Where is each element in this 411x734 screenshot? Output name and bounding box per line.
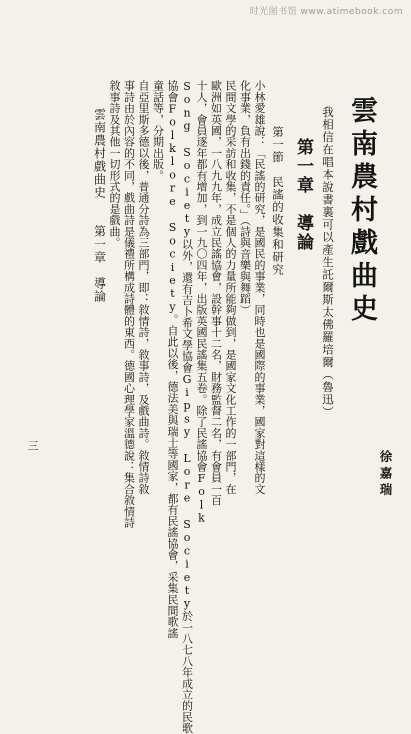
body-column: Song Society以外，還有吉卜希文學協會Gipsy Lore Society於一八七八年成立的民歌 (180, 80, 194, 734)
epigraph: 我相信在唱本說書裏可以產生託爾斯太佛羅培爾（魯迅） (321, 106, 335, 419)
watermark-text: 时光图书馆 www.atimebook.com (249, 7, 403, 17)
body-column: 小林愛雄說：「民謠的研究，是國民的事業，同時也是國際的事業，國家對這樣的文 (253, 80, 266, 495)
body-column: 自亞里斯多德以後，普通分詩為三部門，即：敘情詩，敘事詩，及戲曲詩。敘情詩敘 (137, 80, 150, 495)
page-number: 三 (26, 440, 39, 453)
body-column: 民間文學的采訪和收集，不是個人的力量所能夠做到，是國家文化工作的一部門，在 (224, 80, 237, 495)
body-column: 敘事詩及其他一切形式的是戲曲。 (108, 80, 121, 248)
body-column: 十人，會員逐年都有增加，到一九〇四年，出版英國民謠集五卷。除了民謠協會Folk (195, 80, 208, 525)
body-column: 童話等，分期出版。 (151, 80, 165, 181)
body-column: 歐洲如英國，一八九九年，成立民謠協會，設幹事十二名，財務監督二名，有會員一百 (209, 80, 223, 506)
body-column: 事詩由於內容的不同，戲曲詩是儀禮所構成詩體的東西。德國心理學家溫德說：集合敘情詩 (122, 80, 136, 528)
chapter-heading: 第一章 導論 (293, 138, 313, 252)
body-column: 協會Folklore Society。自此以後，德法美與瑞士等國家，都有民謠協會，采集民間歌謠 (166, 80, 179, 639)
book-title: 雲南農村戲曲史 (346, 96, 377, 327)
page-footer: 雲南農村戲曲史 第一章 導論 (92, 108, 107, 303)
book-page (14, 20, 397, 734)
author-name: 徐嘉瑞 (378, 450, 393, 500)
section-heading: 第一節 民謠的收集和研究 (271, 126, 285, 276)
body-column: 化事業，負有出錢的責任。」（詩與音樂與舞蹈） (238, 80, 252, 316)
